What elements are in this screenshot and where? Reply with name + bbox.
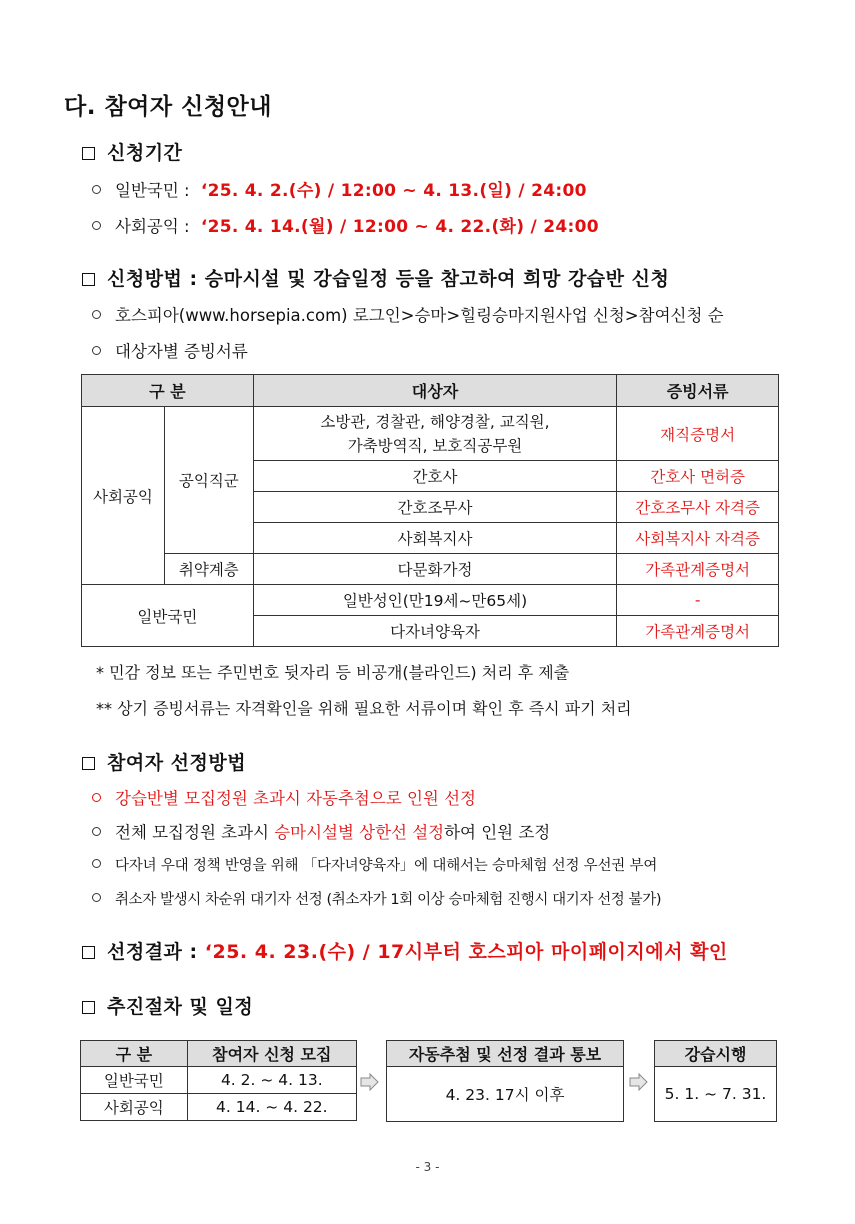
target-line: 소방관, 경찰관, 해양경찰, 교직원, [320,412,550,431]
process-heading [82,992,253,1019]
target-cell: 일반성인(만19세~만65세) [253,585,616,616]
table-row [82,407,779,461]
selection-item-2-highlight: 승마시설별 상한선 설정 [274,823,445,842]
process-cell: 일반국민 [81,1067,188,1094]
process-cell: 사회공익 [81,1094,188,1121]
selection-item-2-text: 하여 인원 조정 [444,823,551,842]
process-cell: 5. 1. ~ 7. 31. [655,1067,777,1122]
process-header-draw: 자동추첨 및 선정 결과 통보 [387,1041,624,1067]
method-line-2 [92,338,248,362]
bullet-circle-icon [92,185,101,194]
process-header-category: 구 분 [81,1041,188,1067]
doc-cell: 간호사 면허증 [617,461,779,492]
method-heading-text: 신청방법 : 승마시설 및 강습일정 등을 참고하여 희망 강습반 신청 [107,268,670,290]
selection-item-4-text: 취소자 발생시 차순위 대기자 선정 (취소자가 1회 이상 승마체험 진행시 대기자 선정 불가) [115,892,662,908]
method-heading [82,264,669,291]
target-line: 가축방역직, 보호직공무원 [347,436,523,455]
selection-heading [82,748,246,775]
selection-item-3 [92,854,657,875]
selection-item-1-text: 강습반별 모집정원 초과시 자동추첨으로 인원 선정 [115,789,476,808]
doc-cell: - [617,585,779,616]
doc-cell: 가족관계증명서 [617,554,779,585]
doc-cell: 재직증명서 [617,407,779,461]
selection-item-1 [92,785,476,809]
target-cell: 다문화가정 [253,554,616,585]
period-row-general [92,176,587,201]
note-1: * 민감 정보 또는 주민번호 뒷자리 등 비공개(블라인드) 처리 후 제출 [96,663,570,682]
group-general: 일반국민 [82,585,254,647]
selection-item-2 [92,819,550,843]
method-line-1-text: 호스피아(www.horsepia.com) 로그인>승마>힐링승마지원사업 신청>참여신청 순 [115,306,724,325]
document-table [81,374,779,647]
period-value: ‘25. 4. 2.(수) / 12:00 ~ 4. 13.(일) / 24:00 [200,181,587,201]
selection-item-4 [92,888,661,909]
bullet-circle-icon [92,346,101,355]
process-table-draw [386,1040,624,1122]
target-cell [253,407,616,461]
bullet-circle-icon [92,893,101,902]
subgroup-public: 공익직군 [164,407,253,554]
target-cell: 다자녀양육자 [253,616,616,647]
group-social: 사회공익 [82,407,165,585]
section-title: 다. 참여자 신청안내 [64,94,272,120]
process-table-lesson [654,1040,777,1122]
doc-cell: 사회복지사 자격증 [617,523,779,554]
checkbox-square-icon [82,757,95,770]
selection-heading-text: 참여자 선정방법 [107,752,247,774]
process-heading-text: 추진절차 및 일정 [107,996,254,1018]
period-label: 일반국민 : [115,181,190,200]
period-label: 사회공익 : [115,217,190,236]
table-row [81,1067,357,1094]
checkbox-square-icon [82,946,95,959]
period-heading-text: 신청기간 [107,142,183,164]
table-row [81,1094,357,1121]
bullet-circle-icon [92,859,101,868]
period-heading [82,138,182,165]
table-row [655,1067,777,1122]
checkbox-square-icon [82,147,95,160]
doc-cell: 가족관계증명서 [617,616,779,647]
result-value: ‘25. 4. 23.(수) / 17시부터 호스피아 마이페이지에서 확인 [204,941,728,963]
bullet-circle-icon [92,793,101,802]
arrow-right-icon [629,1073,649,1091]
note-2: ** 상기 증빙서류는 자격확인을 위해 필요한 서류이며 확인 후 즉시 파기 처리 [96,699,632,718]
selection-item-2-text: 전체 모집정원 초과시 [115,823,275,842]
process-cell: 4. 2. ~ 4. 13. [187,1067,356,1094]
method-line-2-text: 대상자별 증빙서류 [115,342,248,361]
period-value: ‘25. 4. 14.(월) / 12:00 ~ 4. 22.(화) / 24:00 [200,217,599,237]
target-cell: 간호사 [253,461,616,492]
process-cell: 4. 14. ~ 4. 22. [187,1094,356,1121]
bullet-circle-icon [92,221,101,230]
target-cell: 간호조무사 [253,492,616,523]
table-row [387,1067,624,1122]
arrow-right-icon [360,1073,380,1091]
selection-item-3-text: 다자녀 우대 정책 반영을 위해 「다자녀양육자」에 대해서는 승마체험 선정 우선권 부여 [115,858,658,874]
table-header-target: 대상자 [253,375,616,407]
method-line-1 [92,302,724,326]
table-header-category: 구 분 [82,375,254,407]
result-heading: 선정결과 : [107,941,205,963]
bullet-circle-icon [92,310,101,319]
period-row-social [92,212,599,237]
bullet-circle-icon [92,827,101,836]
table-row [82,585,779,616]
process-cell: 4. 23. 17시 이후 [387,1067,624,1122]
doc-cell: 간호조무사 자격증 [617,492,779,523]
table-header-document: 증빙서류 [617,375,779,407]
subgroup-vulnerable: 취약계층 [164,554,253,585]
process-table-apply [80,1040,357,1121]
process-header-lesson: 강습시행 [655,1041,777,1067]
checkbox-square-icon [82,273,95,286]
page-number: - 3 - [415,1160,440,1174]
process-header-apply: 참여자 신청 모집 [187,1041,356,1067]
table-row [82,554,779,585]
checkbox-square-icon [82,1001,95,1014]
result-line [82,937,728,964]
target-cell: 사회복지사 [253,523,616,554]
